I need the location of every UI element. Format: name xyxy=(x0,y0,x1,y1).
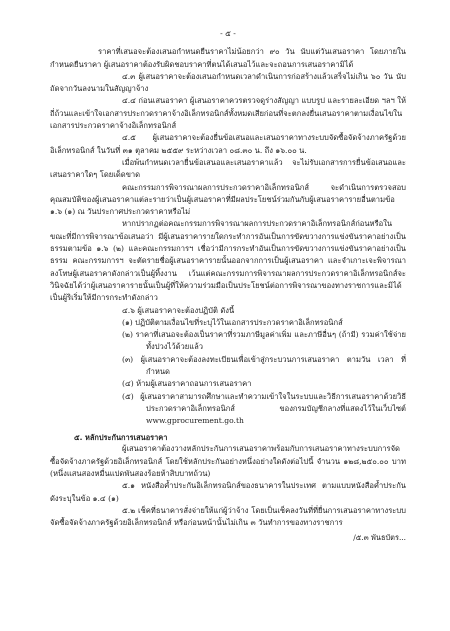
list-item-4-6-5: (๕) ผู้เสนอราคาสามารถศึกษาและทำความเข้าใจในระบบและวิธีการเสนอราคาด้วยวิธีประกวดราคาอิเล็กทรอนิกส์ ของกรมบัญชีกลางที่แสดงไว้ในเว็บไซต์ www.gprocurement.go.th xyxy=(122,391,406,426)
section-5-heading: ๕. หลักประกันการเสนอราคา xyxy=(74,432,168,442)
continued-marker: /๕.๓ พันธบัตร... xyxy=(353,532,406,542)
list-item-4-6-4: (๔) ห้ามผู้เสนอราคาถอนการเสนอราคา xyxy=(122,379,252,389)
paragraph-4-3: ๔.๓ ผู้เสนอราคาจะต้องเสนอกำหนดเวลาดำเนินการก่อสร้างแล้วเสร็จไม่เกิน ๖๐ วัน นับถัดจากวันลงนามในสัญญาจ้าง xyxy=(50,71,406,94)
paragraph-5-2: ๕.๒ เช็คที่ธนาคารสั่งจ่ายให้แก่ผู้ว่าจ้าง โดยเป็นเช็คลงวันที่ที่ยื่นการเสนอราคาทางระบบจัดซื้อจัดจ้างภาครัฐด้วยอิเล็กทรอนิกส์ หรือก่อนหน้านั้นไม่เกิน ๓ วันทำการของทางราชการ xyxy=(50,505,406,528)
paragraph-price-validity: ราคาที่เสนอจะต้องเสนอกำหนดยืนราคาไม่น้อยกว่า ๙๐ วัน นับแต่วันเสนอราคา โดยภายในกำหนดยืนราคา ผู้เสนอราคาต้องรับผิดชอบราคาที่ตนได้เสนอไว้และจะถอนการเสนอราคามิได้ xyxy=(50,47,406,69)
page-number: - ๕ - xyxy=(220,29,236,38)
paragraph-committee-check: คณะกรรมการพิจารณาผลการประกวดราคาอิเล็กทรอนิกส์ จะดำเนินการตรวจสอบคุณสมบัติของผู้เสนอราคาแต่ละรายว่าเป็นผู้เสนอราคาที่มีผลประโยชน์ร่วมกันกับผู้เสนอราคารายอื่นตามข้อ ๑.๖ (๑) ณ วันประกาศประกวดราคาหรือไม่ xyxy=(50,182,406,217)
paragraph-4-4: ๔.๔ ก่อนเสนอราคา ผู้เสนอราคาควรตรวจดูร่างสัญญา แบบรูป และรายละเอียด ฯลฯ ให้ถี่ถ้วนและเข้าใจเอกสารประกวดราคาจ้างอิเล็กทรอนิกส์ทั้งหมดเสียก่อนที่จะตกลงยื่นเสนอราคาตามเงื่อนไขในเอกสารประกวดราคาจ้างอิเล็กทรอนิกส์ xyxy=(50,96,406,131)
list-item-4-6-3: (๓) ผู้เสนอราคาจะต้องลงทะเบียนเพื่อเข้าสู่กระบวนการเสนอราคา ตามวัน เวลา ที่กำหนด xyxy=(122,354,406,377)
paragraph-5-1: ๕.๑ หนังสือค้ำประกันอิเล็กทรอนิกส์ของธนาคารในประเทศ ตามแบบหนังสือค้ำประกัน ดังระบุในข้อ ๑.๔ (๑) xyxy=(50,481,406,503)
list-item-4-6-1: (๑) ปฏิบัติตามเงื่อนไขที่ระบุไว้ในเอกสารประกวดราคาอิเล็กทรอนิกส์ xyxy=(122,317,343,327)
paragraph-collusion: หากปรากฏต่อคณะกรรมการพิจารณาผลการประกวดราคาอิเล็กทรอนิกส์ก่อนหรือในขณะที่มีการพิจารณาข้อเสนอว่า มีผู้เสนอราคารายใดกระทำการอันเป็นการขัดขวางการแข่งขันราคาอย่างเป็นธรรมตามข้อ ๑.๖ (๒) และคณะกรรมการฯ เชื่อว่ามีการกระทำอันเป็นการขัดขวางการแข่งขันราคาอย่างเป็นธรรม คณะกรรมการฯ จะตัดรายชื่อผู้เสนอราคารายนั้นออกจากการเป็นผู้เสนอราคา และจำเกาะเจะพิจารณาลงโทษผู้เสนอราคาดังกล่าวเป็นผู้ทิ้งงาน เว้นแต่คณะกรรมการพิจารณาผลการประกวดราคาอิเล็กทรอนิกส์จะวินิจฉัยได้ว่าผู้เสนอราคารายนั้นเป็นผู้ที่ให้ความร่วมมือเป็นประโยชน์ต่อการพิจารณาของทางราชการและมิได้เป็นผู้ริเริ่มให้มีการกระทำดังกล่าว xyxy=(50,219,406,303)
paragraph-guarantee-amount: ผู้เสนอราคาต้องวางหลักประกันการเสนอราคาพร้อมกับการเสนอราคาทางระบบการจัดซื้อจัดจ้างภาครัฐด้วยอิเล็กทรอนิกส์ โดยใช้หลักประกันอย่างหนึ่งอย่างใดดังต่อไปนี้ จำนวน ๑๒๘,๒๕๐.๐๐ บาท (หนึ่งแสนสองหมื่นแปดพันสองร้อยห้าสิบบาทถ้วน) xyxy=(50,444,406,479)
section-4-body xyxy=(50,46,406,427)
paragraph-4-5: ๔.๕ ผู้เสนอราคาจะต้องยื่นข้อเสนอและเสนอราคาทางระบบจัดซื้อจัดจ้างภาครัฐด้วยอิเล็กทรอนิกส์ ในวันที่ ๓๑ ตุลาคม ๒๕๕๙ ระหว่างเวลา ๐๘.๓๐ น. ถึง ๑๖.๐๐ น. xyxy=(50,133,406,155)
paragraph-4-6: ๔.๖ ผู้เสนอราคาจะต้องปฏิบัติ ดังนี้ xyxy=(122,305,235,315)
paragraph-late-submission: เมื่อพ้นกำหนดเวลายื่นข้อเสนอและเสนอราคาแล้ว จะไม่รับเอกสารการยื่นข้อเสนอและเสนอราคาใดๆ โดยเด็ดขาด xyxy=(50,157,406,180)
section-5 xyxy=(50,432,406,530)
list-item-4-6-2: (๒) ราคาที่เสนอจะต้องเป็นราคาที่รวมภาษีมูลค่าเพิ่ม และภาษีอื่นๆ (ถ้ามี) รวมค่าใช้จ่ายทั้งปวงไว้ด้วยแล้ว xyxy=(122,330,406,352)
